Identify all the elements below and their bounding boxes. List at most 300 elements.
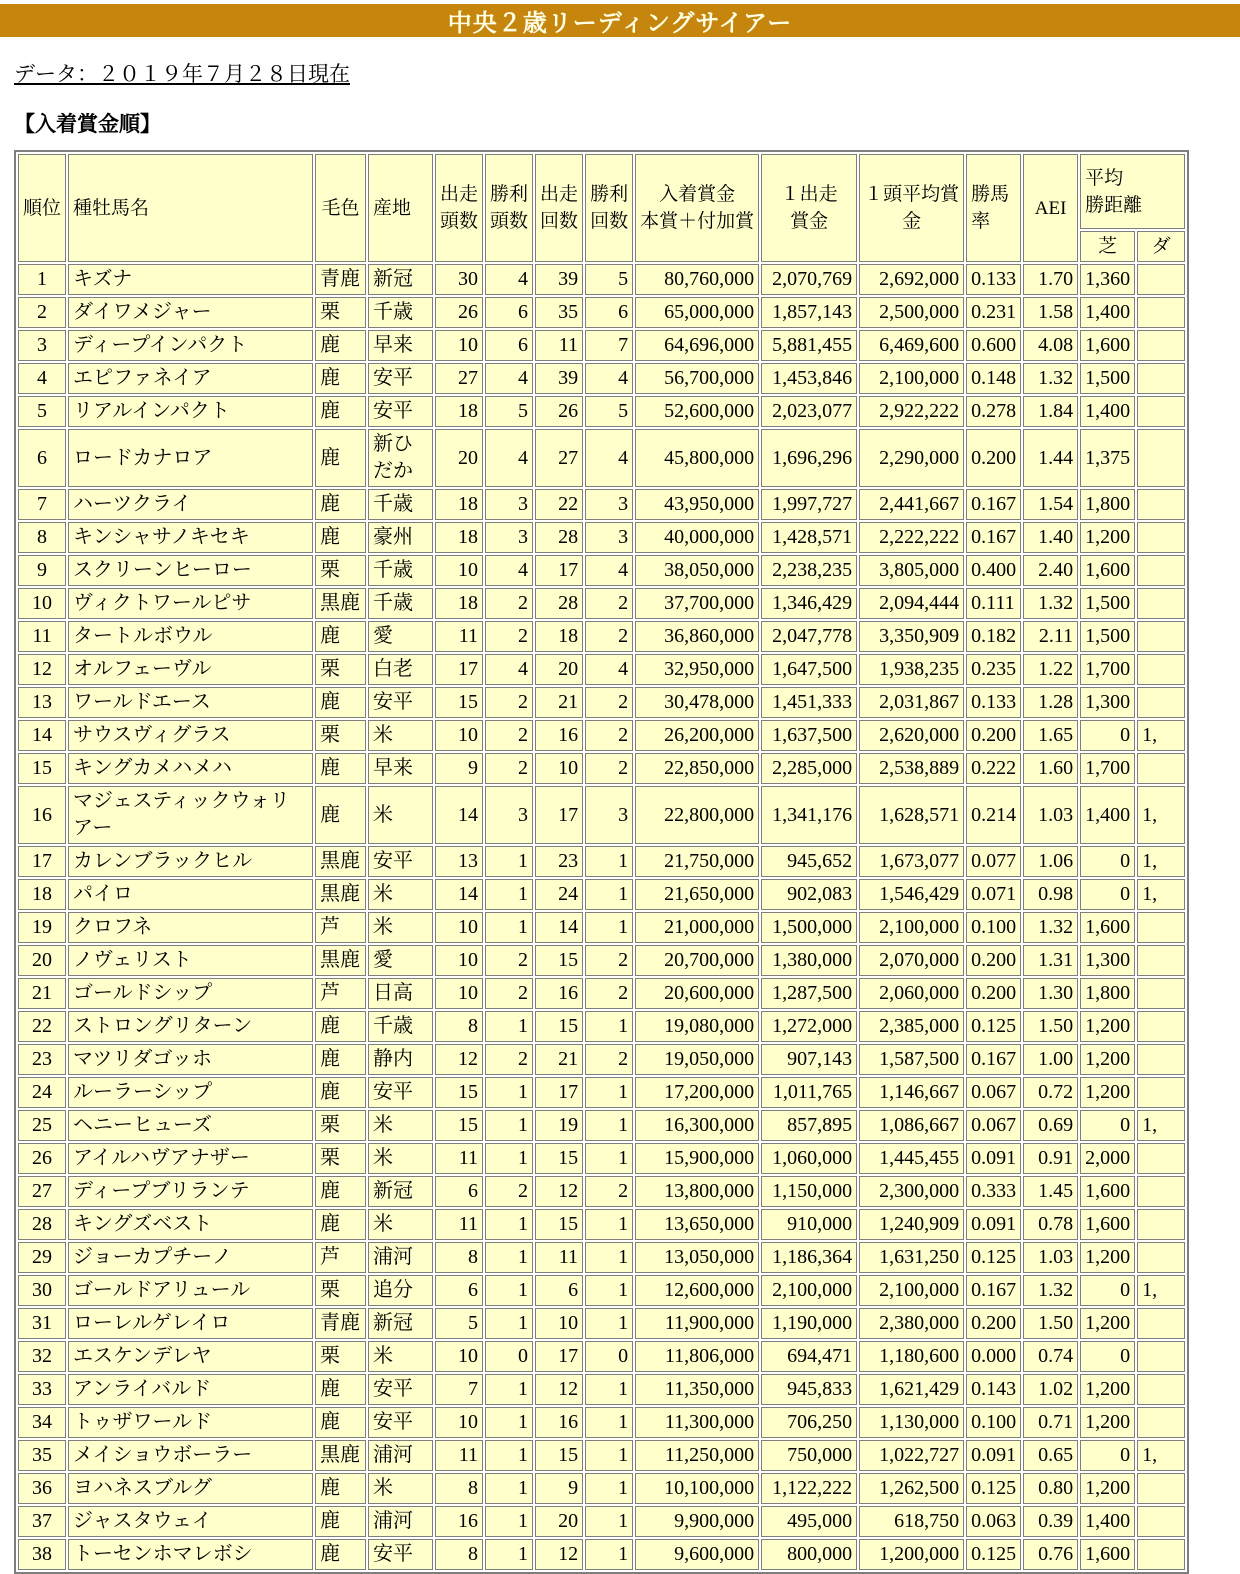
cell-win-rate: 0.182 bbox=[966, 621, 1021, 652]
col-header-starts: 出走 回数 bbox=[535, 154, 583, 262]
cell-starts: 21 bbox=[535, 687, 583, 718]
cell-dirt bbox=[1137, 912, 1185, 943]
cell-dirt bbox=[1137, 588, 1185, 619]
cell-rank: 31 bbox=[18, 1308, 66, 1339]
cell-aei: 1.40 bbox=[1023, 522, 1078, 553]
cell-dirt bbox=[1137, 330, 1185, 361]
cell-win-rate: 0.091 bbox=[966, 1440, 1021, 1471]
cell-aei: 0.39 bbox=[1023, 1506, 1078, 1537]
cell-coat: 黒鹿 bbox=[315, 588, 366, 619]
cell-winners: 1 bbox=[485, 1308, 533, 1339]
cell-wins: 2 bbox=[585, 945, 633, 976]
cell-prize-per-start: 1,380,000 bbox=[761, 945, 857, 976]
cell-prize: 9,900,000 bbox=[635, 1506, 759, 1537]
cell-avg-prize: 618,750 bbox=[859, 1506, 964, 1537]
cell-origin: 早来 bbox=[368, 330, 433, 361]
cell-origin: 新冠 bbox=[368, 1176, 433, 1207]
cell-coat: 鹿 bbox=[315, 1407, 366, 1438]
cell-starts: 23 bbox=[535, 846, 583, 877]
cell-dirt: 1, bbox=[1137, 879, 1185, 910]
cell-prize-per-start: 2,100,000 bbox=[761, 1275, 857, 1306]
cell-turf: 1,600 bbox=[1080, 330, 1135, 361]
cell-turf: 0 bbox=[1080, 1341, 1135, 1372]
cell-starts: 6 bbox=[535, 1275, 583, 1306]
cell-origin: 浦河 bbox=[368, 1440, 433, 1471]
cell-avg-prize: 6,469,600 bbox=[859, 330, 964, 361]
cell-avg-prize: 2,060,000 bbox=[859, 978, 964, 1009]
cell-prize-per-start: 2,285,000 bbox=[761, 753, 857, 784]
cell-turf: 2,000 bbox=[1080, 1143, 1135, 1174]
cell-starts: 17 bbox=[535, 786, 583, 844]
cell-origin: 安平 bbox=[368, 363, 433, 394]
cell-rank: 27 bbox=[18, 1176, 66, 1207]
cell-dirt bbox=[1137, 363, 1185, 394]
cell-turf: 1,600 bbox=[1080, 1209, 1135, 1240]
cell-turf: 1,600 bbox=[1080, 912, 1135, 943]
section-title: 【入着賞金順】 bbox=[14, 113, 161, 136]
cell-aei: 1.03 bbox=[1023, 786, 1078, 844]
cell-win-rate: 0.167 bbox=[966, 522, 1021, 553]
cell-coat: 芦 bbox=[315, 1242, 366, 1273]
cell-winners: 1 bbox=[485, 1242, 533, 1273]
cell-aei: 1.02 bbox=[1023, 1374, 1078, 1405]
cell-prize: 32,950,000 bbox=[635, 654, 759, 685]
cell-prize-per-start: 1,857,143 bbox=[761, 297, 857, 328]
header-row-main bbox=[18, 154, 1185, 229]
page-title: 中央２歳リーディングサイアー bbox=[447, 10, 793, 37]
table-row bbox=[18, 330, 1185, 361]
cell-turf: 1,200 bbox=[1080, 1374, 1135, 1405]
cell-dirt bbox=[1137, 1044, 1185, 1075]
cell-sire: キズナ bbox=[68, 264, 313, 295]
cell-aei: 1.50 bbox=[1023, 1308, 1078, 1339]
cell-prize-per-start: 750,000 bbox=[761, 1440, 857, 1471]
cell-rank: 34 bbox=[18, 1407, 66, 1438]
cell-dirt bbox=[1137, 1341, 1185, 1372]
cell-winners: 0 bbox=[485, 1341, 533, 1372]
cell-aei: 0.80 bbox=[1023, 1473, 1078, 1504]
cell-wins: 1 bbox=[585, 1539, 633, 1570]
cell-starts: 39 bbox=[535, 264, 583, 295]
cell-avg-prize: 2,070,000 bbox=[859, 945, 964, 976]
cell-sire: ゴールドシップ bbox=[68, 978, 313, 1009]
cell-wins: 1 bbox=[585, 912, 633, 943]
cell-avg-prize: 1,628,571 bbox=[859, 786, 964, 844]
cell-avg-prize: 1,130,000 bbox=[859, 1407, 964, 1438]
cell-avg-prize: 2,222,222 bbox=[859, 522, 964, 553]
cell-turf: 0 bbox=[1080, 846, 1135, 877]
cell-starts: 12 bbox=[535, 1176, 583, 1207]
cell-aei: 0.91 bbox=[1023, 1143, 1078, 1174]
cell-starters: 20 bbox=[435, 429, 483, 487]
cell-avg-prize: 1,631,250 bbox=[859, 1242, 964, 1273]
cell-prize: 80,760,000 bbox=[635, 264, 759, 295]
cell-aei: 0.71 bbox=[1023, 1407, 1078, 1438]
cell-prize: 10,100,000 bbox=[635, 1473, 759, 1504]
cell-win-rate: 0.071 bbox=[966, 879, 1021, 910]
cell-aei: 2.11 bbox=[1023, 621, 1078, 652]
cell-wins: 1 bbox=[585, 1143, 633, 1174]
cell-sire: オルフェーヴル bbox=[68, 654, 313, 685]
col-header-rank: 順位 bbox=[18, 154, 66, 262]
cell-turf: 1,400 bbox=[1080, 786, 1135, 844]
cell-starts: 24 bbox=[535, 879, 583, 910]
cell-dirt bbox=[1137, 621, 1185, 652]
cell-prize-per-start: 1,060,000 bbox=[761, 1143, 857, 1174]
cell-wins: 2 bbox=[585, 1176, 633, 1207]
cell-avg-prize: 2,100,000 bbox=[859, 1275, 964, 1306]
cell-prize: 30,478,000 bbox=[635, 687, 759, 718]
cell-coat: 栗 bbox=[315, 1110, 366, 1141]
cell-aei: 1.30 bbox=[1023, 978, 1078, 1009]
cell-win-rate: 0.333 bbox=[966, 1176, 1021, 1207]
cell-win-rate: 0.100 bbox=[966, 1407, 1021, 1438]
cell-prize: 19,080,000 bbox=[635, 1011, 759, 1042]
cell-starters: 30 bbox=[435, 264, 483, 295]
cell-dirt: 1, bbox=[1137, 846, 1185, 877]
cell-winners: 2 bbox=[485, 1176, 533, 1207]
cell-origin: 早来 bbox=[368, 753, 433, 784]
cell-prize: 52,600,000 bbox=[635, 396, 759, 427]
cell-turf: 1,300 bbox=[1080, 687, 1135, 718]
cell-wins: 0 bbox=[585, 1341, 633, 1372]
cell-win-rate: 0.200 bbox=[966, 978, 1021, 1009]
cell-rank: 36 bbox=[18, 1473, 66, 1504]
cell-coat: 鹿 bbox=[315, 363, 366, 394]
cell-aei: 1.32 bbox=[1023, 363, 1078, 394]
cell-prize: 40,000,000 bbox=[635, 522, 759, 553]
cell-dirt bbox=[1137, 1473, 1185, 1504]
cell-aei: 0.65 bbox=[1023, 1440, 1078, 1471]
cell-rank: 14 bbox=[18, 720, 66, 751]
cell-turf: 1,200 bbox=[1080, 1308, 1135, 1339]
cell-sire: トーセンホマレボシ bbox=[68, 1539, 313, 1570]
cell-starters: 10 bbox=[435, 945, 483, 976]
cell-aei: 1.22 bbox=[1023, 654, 1078, 685]
table-row bbox=[18, 1143, 1185, 1174]
cell-origin: 米 bbox=[368, 1143, 433, 1174]
cell-sire: パイロ bbox=[68, 879, 313, 910]
cell-sire: ジャスタウェイ bbox=[68, 1506, 313, 1537]
cell-prize: 26,200,000 bbox=[635, 720, 759, 751]
cell-prize: 45,800,000 bbox=[635, 429, 759, 487]
cell-coat: 鹿 bbox=[315, 1374, 366, 1405]
cell-prize: 11,250,000 bbox=[635, 1440, 759, 1471]
cell-starters: 11 bbox=[435, 1209, 483, 1240]
cell-origin: 千歳 bbox=[368, 297, 433, 328]
cell-starters: 18 bbox=[435, 588, 483, 619]
table-row bbox=[18, 1539, 1185, 1570]
cell-origin: 静内 bbox=[368, 1044, 433, 1075]
cell-origin: 米 bbox=[368, 1473, 433, 1504]
cell-rank: 28 bbox=[18, 1209, 66, 1240]
cell-coat: 鹿 bbox=[315, 330, 366, 361]
col-header-avg-win-distance: 平均 勝距離 bbox=[1080, 154, 1185, 229]
cell-starters: 13 bbox=[435, 846, 483, 877]
cell-winners: 3 bbox=[485, 786, 533, 844]
cell-prize-per-start: 2,070,769 bbox=[761, 264, 857, 295]
cell-aei: 1.32 bbox=[1023, 912, 1078, 943]
table-row bbox=[18, 363, 1185, 394]
cell-winners: 3 bbox=[485, 489, 533, 520]
cell-rank: 22 bbox=[18, 1011, 66, 1042]
cell-wins: 1 bbox=[585, 1077, 633, 1108]
cell-starters: 17 bbox=[435, 654, 483, 685]
cell-starts: 19 bbox=[535, 1110, 583, 1141]
cell-winners: 6 bbox=[485, 297, 533, 328]
cell-prize-per-start: 1,647,500 bbox=[761, 654, 857, 685]
cell-dirt bbox=[1137, 1143, 1185, 1174]
cell-origin: 千歳 bbox=[368, 489, 433, 520]
cell-starters: 10 bbox=[435, 555, 483, 586]
cell-origin: 安平 bbox=[368, 687, 433, 718]
cell-winners: 4 bbox=[485, 555, 533, 586]
cell-starters: 7 bbox=[435, 1374, 483, 1405]
cell-starters: 16 bbox=[435, 1506, 483, 1537]
cell-prize: 65,000,000 bbox=[635, 297, 759, 328]
cell-turf: 0 bbox=[1080, 1110, 1135, 1141]
cell-prize-per-start: 2,023,077 bbox=[761, 396, 857, 427]
cell-origin: 安平 bbox=[368, 1374, 433, 1405]
cell-origin: 豪州 bbox=[368, 522, 433, 553]
cell-wins: 1 bbox=[585, 879, 633, 910]
cell-starts: 15 bbox=[535, 1011, 583, 1042]
cell-turf: 1,500 bbox=[1080, 588, 1135, 619]
cell-starters: 9 bbox=[435, 753, 483, 784]
cell-starts: 14 bbox=[535, 912, 583, 943]
cell-sire: ヘニーヒューズ bbox=[68, 1110, 313, 1141]
cell-coat: 鹿 bbox=[315, 1539, 366, 1570]
cell-prize: 37,700,000 bbox=[635, 588, 759, 619]
table-row bbox=[18, 720, 1185, 751]
cell-wins: 5 bbox=[585, 264, 633, 295]
cell-starts: 12 bbox=[535, 1374, 583, 1405]
cell-rank: 23 bbox=[18, 1044, 66, 1075]
cell-rank: 25 bbox=[18, 1110, 66, 1141]
cell-avg-prize: 2,441,667 bbox=[859, 489, 964, 520]
cell-prize-per-start: 857,895 bbox=[761, 1110, 857, 1141]
cell-prize-per-start: 1,150,000 bbox=[761, 1176, 857, 1207]
cell-wins: 2 bbox=[585, 753, 633, 784]
table-row bbox=[18, 1275, 1185, 1306]
cell-winners: 1 bbox=[485, 1374, 533, 1405]
cell-dirt bbox=[1137, 1407, 1185, 1438]
cell-prize: 13,050,000 bbox=[635, 1242, 759, 1273]
cell-origin: 浦河 bbox=[368, 1506, 433, 1537]
cell-starts: 18 bbox=[535, 621, 583, 652]
cell-starters: 8 bbox=[435, 1539, 483, 1570]
cell-dirt bbox=[1137, 1308, 1185, 1339]
cell-wins: 5 bbox=[585, 396, 633, 427]
cell-rank: 6 bbox=[18, 429, 66, 487]
table-row bbox=[18, 786, 1185, 844]
cell-origin: 日高 bbox=[368, 978, 433, 1009]
cell-wins: 3 bbox=[585, 489, 633, 520]
cell-sire: ロードカナロア bbox=[68, 429, 313, 487]
cell-prize-per-start: 1,346,429 bbox=[761, 588, 857, 619]
cell-starters: 12 bbox=[435, 1044, 483, 1075]
cell-coat: 黒鹿 bbox=[315, 879, 366, 910]
cell-avg-prize: 2,538,889 bbox=[859, 753, 964, 784]
cell-aei: 0.74 bbox=[1023, 1341, 1078, 1372]
cell-aei: 2.40 bbox=[1023, 555, 1078, 586]
cell-dirt bbox=[1137, 1077, 1185, 1108]
cell-starters: 8 bbox=[435, 1473, 483, 1504]
cell-winners: 4 bbox=[485, 363, 533, 394]
cell-aei: 1.03 bbox=[1023, 1242, 1078, 1273]
cell-turf: 1,200 bbox=[1080, 1077, 1135, 1108]
cell-sire: ローレルゲレイロ bbox=[68, 1308, 313, 1339]
cell-win-rate: 0.167 bbox=[966, 1044, 1021, 1075]
cell-dirt bbox=[1137, 687, 1185, 718]
cell-winners: 2 bbox=[485, 978, 533, 1009]
cell-prize: 22,800,000 bbox=[635, 786, 759, 844]
cell-sire: ジョーカプチーノ bbox=[68, 1242, 313, 1273]
cell-wins: 4 bbox=[585, 654, 633, 685]
cell-starters: 11 bbox=[435, 1440, 483, 1471]
cell-turf: 1,800 bbox=[1080, 978, 1135, 1009]
cell-turf: 1,360 bbox=[1080, 264, 1135, 295]
cell-avg-prize: 1,262,500 bbox=[859, 1473, 964, 1504]
cell-avg-prize: 1,022,727 bbox=[859, 1440, 964, 1471]
cell-avg-prize: 3,350,909 bbox=[859, 621, 964, 652]
cell-win-rate: 0.222 bbox=[966, 753, 1021, 784]
table-row bbox=[18, 1341, 1185, 1372]
cell-prize: 17,200,000 bbox=[635, 1077, 759, 1108]
cell-starts: 20 bbox=[535, 1506, 583, 1537]
cell-sire: タートルボウル bbox=[68, 621, 313, 652]
cell-avg-prize: 2,692,000 bbox=[859, 264, 964, 295]
cell-dirt: 1, bbox=[1137, 720, 1185, 751]
cell-win-rate: 0.148 bbox=[966, 363, 1021, 394]
cell-aei: 1.45 bbox=[1023, 1176, 1078, 1207]
cell-sire: ルーラーシップ bbox=[68, 1077, 313, 1108]
cell-win-rate: 0.400 bbox=[966, 555, 1021, 586]
table-row bbox=[18, 978, 1185, 1009]
cell-coat: 青鹿 bbox=[315, 1308, 366, 1339]
cell-origin: 新冠 bbox=[368, 264, 433, 295]
cell-origin: 米 bbox=[368, 912, 433, 943]
cell-winners: 3 bbox=[485, 522, 533, 553]
cell-prize: 36,860,000 bbox=[635, 621, 759, 652]
cell-origin: 米 bbox=[368, 786, 433, 844]
cell-win-rate: 0.100 bbox=[966, 912, 1021, 943]
cell-dirt bbox=[1137, 1176, 1185, 1207]
table-row bbox=[18, 1407, 1185, 1438]
cell-prize: 11,900,000 bbox=[635, 1308, 759, 1339]
cell-dirt bbox=[1137, 1011, 1185, 1042]
cell-starters: 15 bbox=[435, 1077, 483, 1108]
cell-coat: 栗 bbox=[315, 720, 366, 751]
cell-prize-per-start: 1,428,571 bbox=[761, 522, 857, 553]
cell-turf: 1,200 bbox=[1080, 1044, 1135, 1075]
cell-winners: 2 bbox=[485, 1044, 533, 1075]
cell-wins: 1 bbox=[585, 1407, 633, 1438]
cell-coat: 栗 bbox=[315, 1275, 366, 1306]
cell-wins: 1 bbox=[585, 1506, 633, 1537]
cell-turf: 0 bbox=[1080, 720, 1135, 751]
cell-dirt bbox=[1137, 1506, 1185, 1537]
cell-starters: 10 bbox=[435, 978, 483, 1009]
cell-sire: ヴィクトワールピサ bbox=[68, 588, 313, 619]
cell-rank: 17 bbox=[18, 846, 66, 877]
cell-prize: 38,050,000 bbox=[635, 555, 759, 586]
cell-origin: 米 bbox=[368, 879, 433, 910]
cell-starters: 27 bbox=[435, 363, 483, 394]
cell-coat: 鹿 bbox=[315, 429, 366, 487]
cell-starters: 15 bbox=[435, 1110, 483, 1141]
cell-rank: 12 bbox=[18, 654, 66, 685]
cell-prize: 9,600,000 bbox=[635, 1539, 759, 1570]
cell-wins: 2 bbox=[585, 588, 633, 619]
table-row bbox=[18, 1044, 1185, 1075]
col-header-winners: 勝利 頭数 bbox=[485, 154, 533, 262]
cell-starters: 5 bbox=[435, 1308, 483, 1339]
cell-prize-per-start: 1,190,000 bbox=[761, 1308, 857, 1339]
cell-winners: 5 bbox=[485, 396, 533, 427]
cell-prize-per-start: 495,000 bbox=[761, 1506, 857, 1537]
cell-wins: 4 bbox=[585, 363, 633, 394]
cell-prize: 22,850,000 bbox=[635, 753, 759, 784]
cell-origin: 愛 bbox=[368, 621, 433, 652]
cell-starts: 39 bbox=[535, 363, 583, 394]
cell-prize: 20,700,000 bbox=[635, 945, 759, 976]
table-row bbox=[18, 912, 1185, 943]
cell-avg-prize: 1,200,000 bbox=[859, 1539, 964, 1570]
cell-starts: 16 bbox=[535, 978, 583, 1009]
cell-starters: 18 bbox=[435, 489, 483, 520]
cell-sire: キンシャサノキセキ bbox=[68, 522, 313, 553]
content-area bbox=[14, 58, 1240, 1574]
cell-starts: 21 bbox=[535, 1044, 583, 1075]
cell-dirt bbox=[1137, 945, 1185, 976]
cell-winners: 2 bbox=[485, 720, 533, 751]
cell-starts: 10 bbox=[535, 1308, 583, 1339]
table-row bbox=[18, 489, 1185, 520]
cell-prize: 21,750,000 bbox=[635, 846, 759, 877]
col-header-sire: 種牡馬名 bbox=[68, 154, 313, 262]
cell-aei: 1.58 bbox=[1023, 297, 1078, 328]
cell-wins: 2 bbox=[585, 720, 633, 751]
cell-prize-per-start: 1,997,727 bbox=[761, 489, 857, 520]
cell-wins: 1 bbox=[585, 1209, 633, 1240]
cell-dirt: 1, bbox=[1137, 1275, 1185, 1306]
cell-aei: 1.65 bbox=[1023, 720, 1078, 751]
col-header-wins: 勝利 回数 bbox=[585, 154, 633, 262]
cell-rank: 19 bbox=[18, 912, 66, 943]
cell-rank: 11 bbox=[18, 621, 66, 652]
cell-aei: 1.84 bbox=[1023, 396, 1078, 427]
cell-avg-prize: 2,290,000 bbox=[859, 429, 964, 487]
cell-rank: 38 bbox=[18, 1539, 66, 1570]
cell-sire: ワールドエース bbox=[68, 687, 313, 718]
cell-turf: 0 bbox=[1080, 879, 1135, 910]
cell-turf: 1,200 bbox=[1080, 1242, 1135, 1273]
cell-turf: 1,200 bbox=[1080, 1473, 1135, 1504]
cell-prize-per-start: 902,083 bbox=[761, 879, 857, 910]
cell-aei: 1.44 bbox=[1023, 429, 1078, 487]
cell-avg-prize: 1,146,667 bbox=[859, 1077, 964, 1108]
cell-prize-per-start: 910,000 bbox=[761, 1209, 857, 1240]
cell-rank: 21 bbox=[18, 978, 66, 1009]
cell-starts: 11 bbox=[535, 330, 583, 361]
cell-win-rate: 0.063 bbox=[966, 1506, 1021, 1537]
cell-sire: キングズベスト bbox=[68, 1209, 313, 1240]
cell-coat: 鹿 bbox=[315, 1077, 366, 1108]
cell-sire: エスケンデレヤ bbox=[68, 1341, 313, 1372]
cell-turf: 1,500 bbox=[1080, 621, 1135, 652]
cell-turf: 1,600 bbox=[1080, 555, 1135, 586]
